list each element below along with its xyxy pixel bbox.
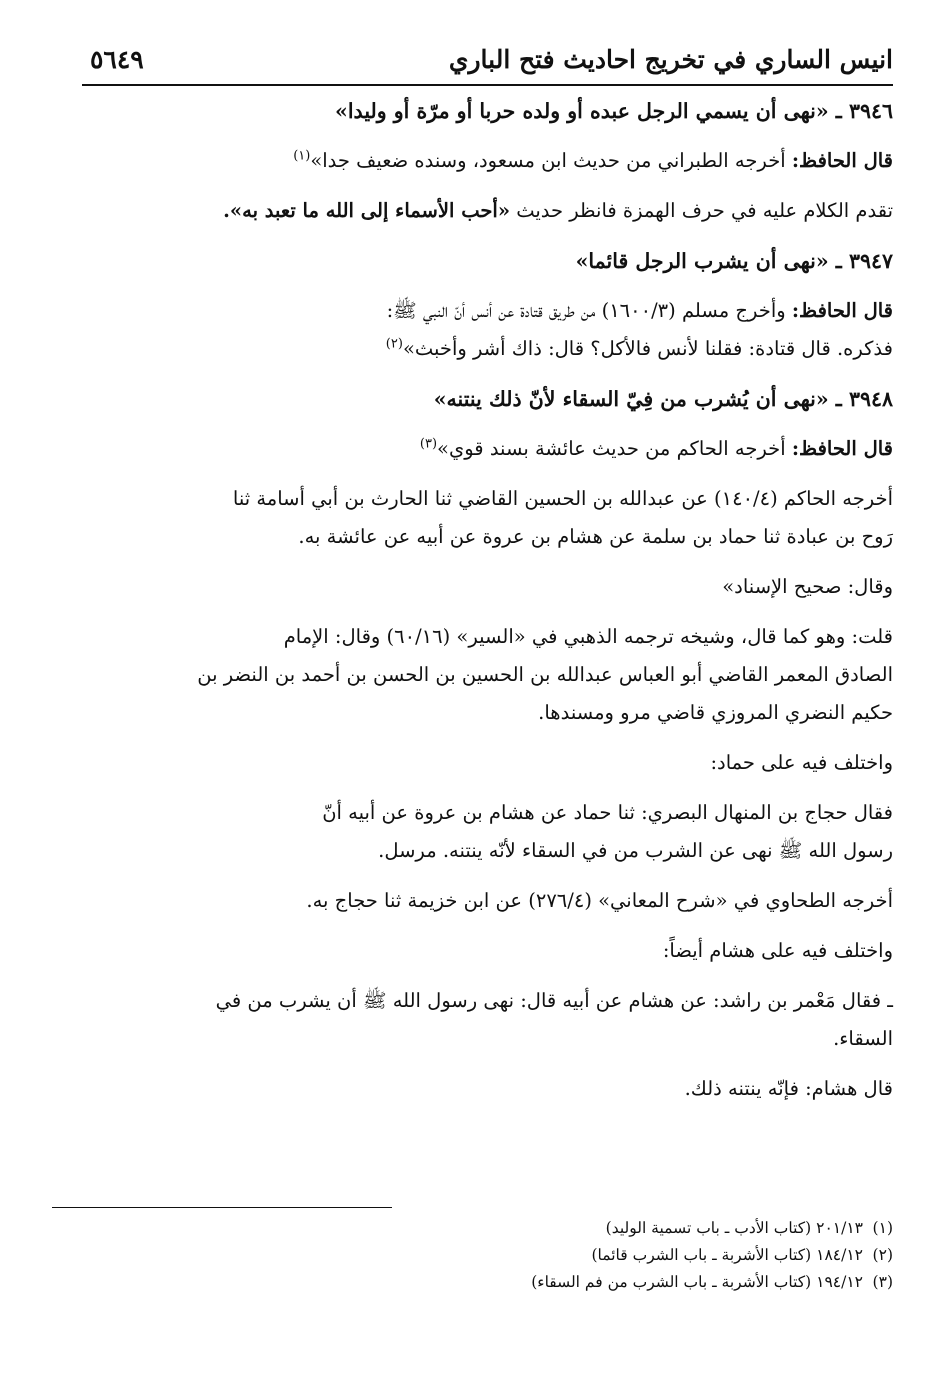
hadith-3946-note-text: تقدم الكلام عليه في حرف الهمزة فانظر حديث bbox=[510, 199, 893, 222]
footnote-ref-3: (٣) bbox=[419, 436, 438, 452]
footnote-item bbox=[52, 1215, 893, 1242]
page-content bbox=[52, 92, 893, 1120]
hadith-3946-text: أخرجه الطبراني من حديث ابن مسعود، وسنده ضعيف جدا» bbox=[310, 149, 792, 172]
footnote-divider bbox=[52, 1207, 392, 1208]
hafiz-label: قال الحافظ: bbox=[791, 149, 893, 172]
hadith-3948-text: أخرجه الحاكم من حديث عائشة بسند قوي» bbox=[437, 437, 792, 460]
hadith-3946-note-ref: «أحب الأسماء إلى الله ما تعبد به». bbox=[223, 199, 511, 222]
footnote-number: (٢) bbox=[872, 1246, 893, 1264]
footnote-number: (١) bbox=[872, 1219, 893, 1237]
hadith-3947-comment bbox=[52, 292, 893, 368]
text-line: رسول الله ﷺ نهى عن الشرب من في السقاء لأنّه ينتنه. مرسل. bbox=[378, 839, 893, 862]
text-line: أخرجه الحاكم (١٤٠/٤) عن عبدالله بن الحسين القاضي ثنا الحارث بن أبي أسامة ثنا bbox=[232, 487, 893, 510]
paragraph-ikhtilaf-hisham: واختلف فيه على هشام أيضاً: bbox=[662, 939, 893, 962]
page-header bbox=[82, 38, 893, 86]
footnote-item bbox=[52, 1269, 893, 1296]
paragraph-tahawi: أخرجه الطحاوي في «شرح المعاني» (٢٧٦/٤) عن ابن خزيمة ثنا حجاج به. bbox=[306, 889, 893, 912]
hadith-3947-text-1: وأخرج مسلم (١٦٠٠/٣) من طريق قتادة عن أنس أنّ النبي ﷺ: bbox=[386, 299, 792, 322]
footnote-text: ١٩٤/١٢ (كتاب الأشربة ـ باب الشرب من فم السقاء) bbox=[531, 1273, 863, 1291]
footnote-text: ١٨٤/١٢ (كتاب الأشربة ـ باب الشرب قائما) bbox=[591, 1246, 863, 1264]
hadith-3947-text-2: فذكره. قال قتادة: فقلنا لأنس فالأكل؟ قال: ذاك أشر وأخبث» bbox=[402, 337, 893, 360]
footnote-ref-1: (١) bbox=[293, 148, 311, 164]
book-title: انيس الساري في تخريج احاديث فتح الباري bbox=[448, 45, 893, 74]
text-line: ـ فقال مَعْمر بن راشد: عن هشام عن أبيه قال: نهى رسول الله ﷺ أن يشرب من في bbox=[215, 989, 893, 1012]
footnote-text: ٢٠١/١٣ (كتاب الأدب ـ باب تسمية الوليد) bbox=[605, 1219, 863, 1237]
text-line: الصادق المعمر القاضي أبو العباس عبدالله بن الحسين بن الحسن بن أحمد بن النضر بن bbox=[197, 663, 893, 686]
page-number: ٥٦٤٩ bbox=[90, 45, 144, 74]
text-line: رَوح بن عبادة ثنا حماد بن سلمة عن هشام بن عروة عن أبيه عن عائشة به. bbox=[298, 525, 893, 548]
text-line: السقاء. bbox=[833, 1027, 893, 1050]
paragraph-hakim bbox=[52, 480, 893, 556]
hadith-3948-heading: ٣٩٤٨ ـ «نهى أن يُشرب من فِيّ السقاء لأنّ ذلك ينتنه» bbox=[433, 387, 893, 411]
paragraph-qultu bbox=[52, 618, 893, 732]
footnote-ref-2: (٢) bbox=[385, 336, 403, 352]
hadith-3947-line-1 bbox=[52, 292, 893, 330]
hafiz-label: قال الحافظ: bbox=[791, 437, 893, 460]
paragraph-hisham: قال هشام: فإنّه ينتنه ذلك. bbox=[684, 1077, 893, 1100]
text-line: فقال حجاج بن المنهال البصري: ثنا حماد عن هشام بن عروة عن أبيه أنّ bbox=[322, 801, 893, 824]
hadith-3948-comment bbox=[52, 430, 893, 468]
footnote-number: (٣) bbox=[872, 1273, 893, 1291]
paragraph-mamar bbox=[52, 982, 893, 1058]
text-line: قلت: وهو كما قال، وشيخه ترجمه الذهبي في «السير» (٦٠/١٦) وقال: الإمام bbox=[283, 625, 893, 648]
hafiz-label: قال الحافظ: bbox=[791, 299, 893, 322]
hadith-3946-note bbox=[52, 192, 893, 230]
hadith-3946-comment bbox=[52, 142, 893, 180]
hadith-3946-heading: ٣٩٤٦ ـ «نهى أن يسمي الرجل عبده أو ولده حربا أو مرّة أو وليدا» bbox=[335, 99, 893, 123]
paragraph-hajjaj bbox=[52, 794, 893, 870]
paragraph-ikhtilaf-hammad: واختلف فيه على حماد: bbox=[710, 751, 893, 774]
footnotes bbox=[52, 1215, 893, 1296]
hadith-3947-heading: ٣٩٤٧ ـ «نهى أن يشرب الرجل قائما» bbox=[575, 249, 893, 273]
hadith-3947-line-2 bbox=[52, 330, 893, 368]
paragraph-sahih: وقال: صحيح الإسناد» bbox=[722, 575, 893, 598]
text-line: حكيم النضري المروزي قاضي مرو ومسندها. bbox=[538, 701, 893, 724]
footnote-item bbox=[52, 1242, 893, 1269]
